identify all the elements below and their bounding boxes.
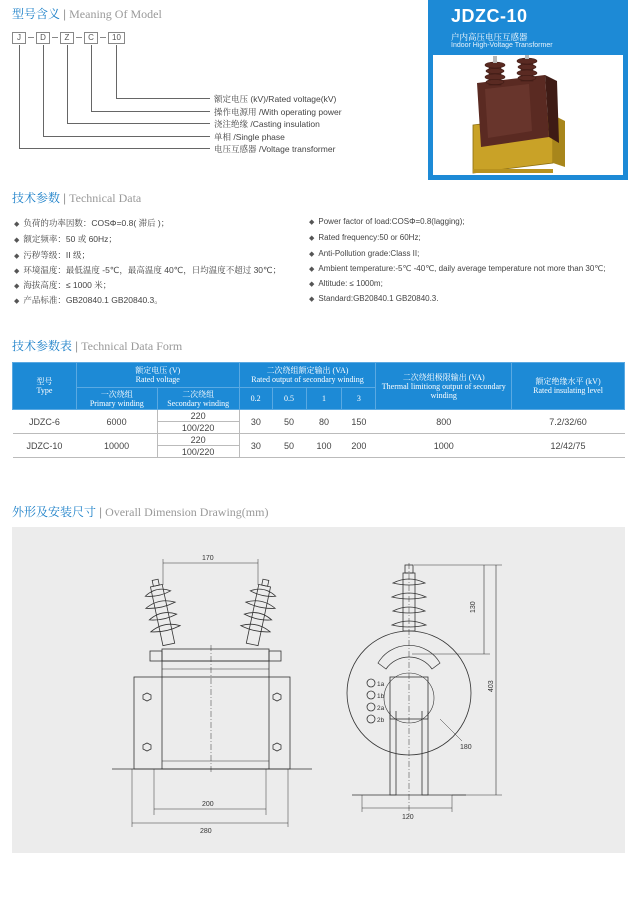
spec-cn-item: ◆ 负荷的功率因数：COSΦ=0.8( 滞后 )；	[14, 218, 170, 228]
code-box-d: D	[36, 32, 50, 44]
dim-base-inner: 200	[202, 801, 214, 808]
connector-line	[91, 111, 210, 112]
th-thermal-output: 二次绕组极限输出 (VA) Thermal limitiong output of secondary winding	[376, 363, 512, 410]
cell-type: JDZC-10	[13, 434, 77, 458]
product-model: JDZC-10	[451, 6, 528, 26]
cell-secondary: 220	[157, 410, 239, 422]
front-view	[112, 555, 312, 835]
spec-en-item: ◆ Power factor of load:COSΦ=0.8(lagging);	[309, 217, 465, 226]
cell-thermal: 800	[376, 410, 512, 434]
spec-cn-item: ◆ 额定频率：50 或 60Hz；	[14, 234, 117, 244]
th-secondary: 二次绕组 Secondary winding	[157, 388, 239, 410]
table-row	[13, 410, 625, 422]
cell-primary: 6000	[76, 410, 157, 434]
code-dash	[52, 37, 58, 38]
drawing-section-title: 外形及安装尺寸 | Overall Dimension Drawing(mm)	[12, 505, 269, 519]
spec-cn-item: ◆ 产品标准：GB20840.1 GB20840.3。	[14, 295, 163, 305]
cell-output: 30	[239, 410, 272, 434]
meaning-single-phase: 单相 /Single phase	[214, 132, 285, 142]
model-section-title: 型号含义 | Meaning Of Model	[12, 7, 162, 21]
connector-line	[19, 148, 210, 149]
code-dash	[28, 37, 34, 38]
cell-type: JDZC-6	[13, 410, 77, 434]
spec-cn-item: ◆ 污秽等级：II 级；	[14, 250, 90, 260]
code-box-z: Z	[60, 32, 74, 44]
terminal-2a: 2a	[377, 705, 385, 712]
code-box-j: J	[12, 32, 26, 44]
cell-secondary: 100/220	[157, 446, 239, 458]
spec-en-item: ◆ Anti-Pollution grade:Class II;	[309, 249, 420, 258]
th-type: 型号 Type	[13, 363, 77, 410]
spec-en-item: ◆ Ambient temperature:-5℃ -40℃, daily average temperature not more than 30℃;	[309, 264, 606, 273]
meaning-operating-power: 操作电源用 /With operating power	[214, 107, 342, 117]
side-view	[347, 563, 502, 821]
terminal-2b: 2b	[377, 717, 385, 724]
cell-thermal: 1000	[376, 434, 512, 458]
spec-cn-item: ◆ 海拔高度：≤ 1000 米；	[14, 280, 112, 290]
th-insulation: 额定绝缘水平 (kV) Rated insulating level	[512, 363, 625, 410]
table-row	[13, 434, 625, 446]
meaning-rated-voltage: 额定电压 (kV)/Rated voltage(kV)	[214, 94, 337, 104]
spec-en-item: ◆ Altitude: ≤ 1000m;	[309, 279, 383, 288]
connector-line	[43, 136, 210, 137]
technical-section-title: 技术参数 | Technical Data	[12, 191, 142, 205]
meaning-voltage-transformer: 电压互感器 /Voltage transformer	[214, 144, 336, 154]
dim-height-total: 403	[488, 680, 495, 692]
spec-cn-item: ◆ 环境温度：最低温度 -5℃，最高温度 40℃，日均温度不超过 30℃；	[14, 265, 282, 275]
cell-output: 50	[272, 410, 306, 434]
dim-base-outer: 280	[200, 828, 212, 835]
terminal-1b: 1b	[377, 693, 385, 700]
dim-top-spacing: 170	[202, 555, 214, 562]
code-dash	[100, 37, 106, 38]
connector-line	[116, 45, 117, 98]
cell-output: 30	[239, 434, 272, 458]
dim-radius: 180	[460, 744, 472, 751]
th-acc-05: 0.5	[272, 388, 306, 410]
technical-data-table	[12, 362, 625, 458]
table-section-title: 技术参数表 | Technical Data Form	[12, 339, 183, 353]
cell-secondary: 220	[157, 434, 239, 446]
connector-line	[67, 45, 68, 123]
product-photo	[433, 55, 623, 175]
dim-side-base: 120	[402, 814, 414, 821]
spec-en-item: ◆ Rated frequency:50 or 60Hz;	[309, 233, 421, 242]
spec-en-item: ◆ Standard:GB20840.1 GB20840.3.	[309, 294, 439, 303]
code-box-c: C	[84, 32, 98, 44]
th-acc-3: 3	[342, 388, 376, 410]
terminal-1a: 1a	[377, 681, 385, 688]
cell-output: 50	[272, 434, 306, 458]
product-name-cn: 户内高压电压互感器	[451, 32, 528, 42]
connector-line	[116, 98, 210, 99]
dimension-drawing	[12, 527, 625, 853]
cell-output: 200	[342, 434, 376, 458]
cell-primary: 10000	[76, 434, 157, 458]
connector-line	[19, 45, 20, 148]
cell-output: 150	[342, 410, 376, 434]
th-rated-output: 二次绕组额定输出 (VA) Rated output of secondary winding	[239, 363, 376, 388]
cell-insulation: 7.2/32/60	[512, 410, 625, 434]
cell-insulation: 12/42/75	[512, 434, 625, 458]
th-acc-1: 1	[306, 388, 342, 410]
dim-height-bushing: 130	[470, 601, 477, 613]
connector-line	[67, 123, 210, 124]
meaning-casting-insulation: 浇注绝缘 /Casting insulation	[214, 119, 320, 129]
th-acc-02: 0.2	[239, 388, 272, 410]
th-primary: 一次绕组 Primary winding	[76, 388, 157, 410]
cell-output: 100	[306, 434, 342, 458]
cell-output: 80	[306, 410, 342, 434]
connector-line	[91, 45, 92, 111]
product-name-en: Indoor High-Voltage Transformer	[451, 42, 553, 49]
connector-line	[43, 45, 44, 136]
th-rated-voltage: 额定电压 (V) Rated voltage	[76, 363, 239, 388]
code-box-10: 10	[108, 32, 125, 44]
cell-secondary: 100/220	[157, 422, 239, 434]
code-dash	[76, 37, 82, 38]
